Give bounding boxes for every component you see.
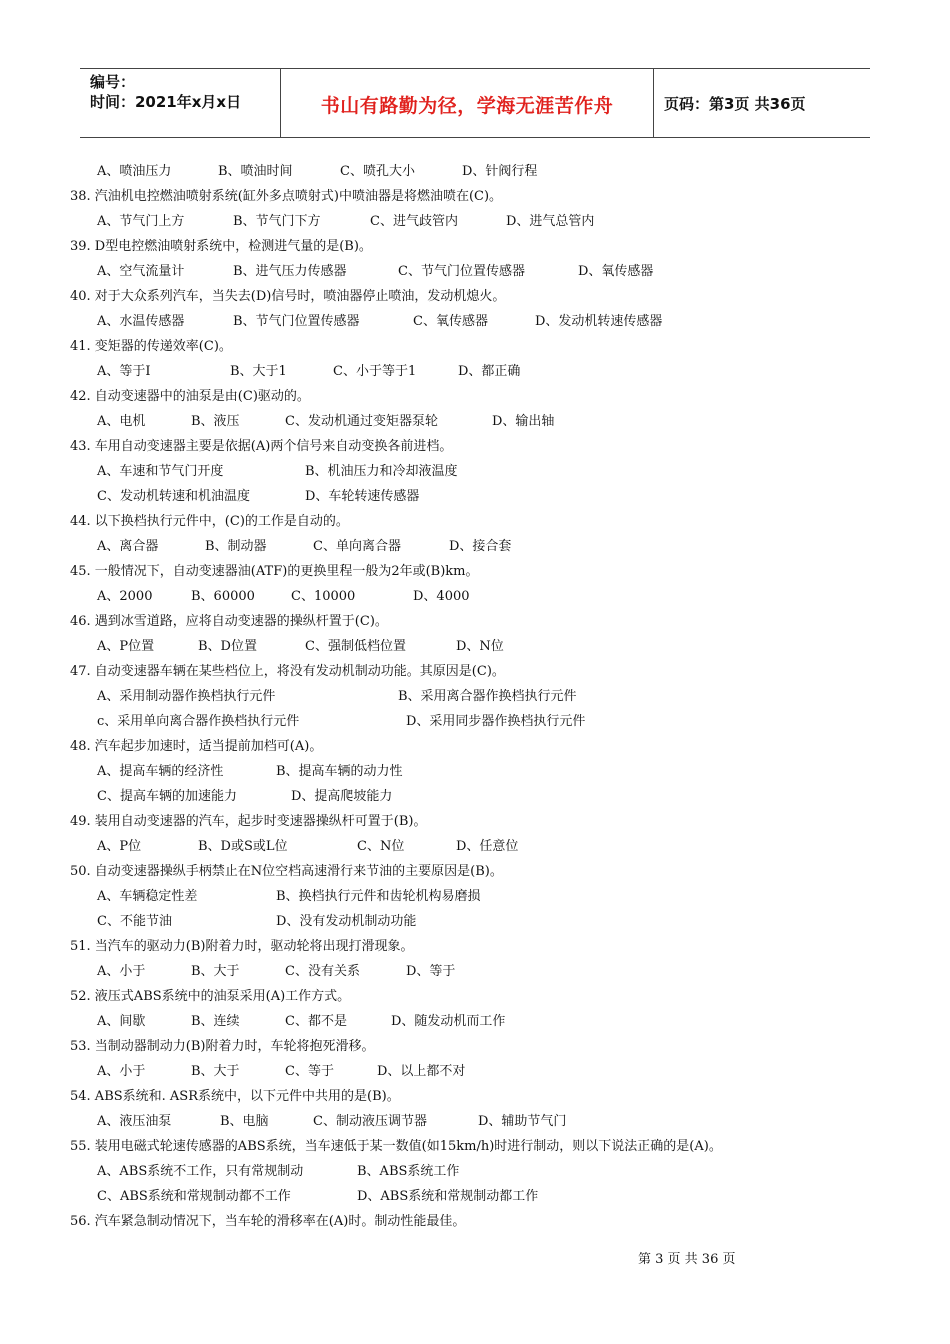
question-text: 49. 装用自动变速器的汽车，起步时变速器操纵杆可置于(B)。	[70, 814, 427, 829]
question-text: 52. 液压式ABS系统中的油泵采用(A)工作方式。	[70, 989, 351, 1004]
answer-option: A、采用制动器作换档执行元件	[97, 689, 276, 704]
answer-option: C、ABS系统和常规制动都不工作	[97, 1189, 291, 1204]
answer-option: C、小于等于1	[333, 364, 417, 379]
question-text: 44. 以下换档执行元件中，(C)的工作是自动的。	[70, 514, 349, 529]
answer-option: A、ABS系统不工作，只有常规制动	[97, 1164, 304, 1179]
question-text: 42. 自动变速器中的油泵是由(C)驱动的。	[70, 389, 310, 404]
answer-option: B、大于	[191, 1064, 240, 1079]
answer-option: B、D位置	[198, 639, 257, 654]
header-motto: 书山有路勤为径，学海无涯苦作舟	[320, 95, 614, 117]
answer-option: C、发动机通过变矩器泵轮	[285, 414, 438, 429]
answer-option: A、液压油泵	[97, 1114, 172, 1129]
answer-option: C、10000	[291, 589, 356, 604]
answer-option: D、随发动机而工作	[391, 1014, 506, 1029]
answer-option: B、节气门下方	[233, 214, 321, 229]
answer-option: C、都不是	[285, 1014, 347, 1029]
answer-option: C、没有关系	[285, 964, 360, 979]
answer-option: B、机油压力和冷却液温度	[305, 464, 458, 479]
answer-option: D、都正确	[458, 364, 521, 379]
answer-option: D、发动机转速传感器	[535, 314, 663, 329]
answer-option: A、空气流量计	[97, 264, 185, 279]
question-text: 54. ABS系统和. ASR系统中，以下元件中共用的是(B)。	[70, 1089, 400, 1104]
answer-option: c、采用单向离合器作换档执行元件	[97, 714, 300, 729]
question-text: 55. 装用电磁式轮速传感器的ABS系统，当车速低于某一数值(如15km/h)时进行制动，则以下说法正确的是(A)。	[70, 1139, 722, 1154]
answer-option: C、发动机转速和机油温度	[97, 489, 250, 504]
answer-option: D、N位	[456, 639, 504, 654]
answer-option: C、单向离合器	[313, 539, 401, 554]
answer-option: D、针阀行程	[462, 164, 538, 179]
answer-option: C、等于	[285, 1064, 334, 1079]
answer-option: B、换档执行元件和齿轮机构易磨损	[276, 889, 481, 904]
answer-option: C、不能节油	[97, 914, 172, 929]
answer-option: A、P位置	[97, 639, 155, 654]
answer-option: A、提高车辆的经济性	[97, 764, 224, 779]
answer-option: A、车速和节气门开度	[97, 464, 224, 479]
answer-option: D、等于	[406, 964, 456, 979]
question-text: 48. 汽车起步加速时，适当提前加档可(A)。	[70, 739, 323, 754]
answer-option: A、小于	[97, 964, 146, 979]
question-text: 47. 自动变速器车辆在某些档位上，将没有发动机制动功能。其原因是(C)。	[70, 664, 505, 679]
question-text: 40. 对于大众系列汽车，当失去(D)信号时，喷油器停止喷油，发动机熄火。	[70, 289, 506, 304]
answer-option: B、提高车辆的动力性	[276, 764, 403, 779]
answer-option: A、电机	[97, 414, 146, 429]
answer-option: A、P位	[97, 839, 142, 854]
answer-option: A、喷油压力	[97, 164, 172, 179]
answer-option: B、电脑	[220, 1114, 269, 1129]
header-info-cell	[80, 69, 280, 137]
answer-option: D、没有发动机制动功能	[276, 914, 417, 929]
page-header	[80, 68, 870, 138]
answer-option: D、接合套	[449, 539, 512, 554]
answer-option: D、4000	[413, 589, 470, 604]
question-text: 45. 一般情况下，自动变速器油(ATF)的更换里程一般为2年或(B)km。	[70, 564, 479, 579]
header-page-code: 页码：第3页 共36页	[664, 95, 806, 113]
doc-time-label: 时间：2021年x月x日	[90, 93, 242, 111]
header-page-cell	[654, 69, 870, 137]
answer-option: C、制动液压调节器	[313, 1114, 427, 1129]
answer-option: A、2000	[97, 589, 153, 604]
answer-option: A、水温传感器	[97, 314, 185, 329]
answer-option: B、节气门位置传感器	[233, 314, 360, 329]
answer-option: C、强制低档位置	[305, 639, 406, 654]
answer-option: B、D或S或L位	[198, 839, 288, 854]
answer-option: D、氧传感器	[578, 264, 654, 279]
question-text: 51. 当汽车的驱动力(B)附着力时，驱动轮将出现打滑现象。	[70, 939, 414, 954]
question-text: 56. 汽车紧急制动情况下，当车轮的滑移率在(A)时。制动性能最佳。	[70, 1214, 466, 1229]
answer-option: D、辅助节气门	[478, 1114, 567, 1129]
question-text: 50. 自动变速器操纵手柄禁止在N位空档高速滑行来节油的主要原因是(B)。	[70, 864, 503, 879]
answer-option: A、离合器	[97, 539, 159, 554]
answer-option: B、大于1	[230, 364, 287, 379]
question-text: 46. 遇到冰雪道路，应将自动变速器的操纵杆置于(C)。	[70, 614, 388, 629]
question-text: 39. D型电控燃油喷射系统中，检测进气量的是(B)。	[70, 239, 372, 254]
question-text: 53. 当制动器制动力(B)附着力时，车轮将抱死滑移。	[70, 1039, 375, 1054]
answer-option: D、进气总管内	[506, 214, 595, 229]
answer-option: B、液压	[191, 414, 240, 429]
answer-option: C、进气歧管内	[370, 214, 458, 229]
answer-option: A、间歇	[97, 1014, 146, 1029]
answer-option: A、小于	[97, 1064, 146, 1079]
answer-option: D、输出轴	[492, 414, 555, 429]
answer-option: D、车轮转速传感器	[305, 489, 420, 504]
page-footer: 第 3 页 共 36 页	[638, 1252, 736, 1267]
answer-option: A、车辆稳定性差	[97, 889, 198, 904]
answer-option: D、采用同步器作换档执行元件	[406, 714, 586, 729]
answer-option: C、提高车辆的加速能力	[97, 789, 237, 804]
answer-option: D、任意位	[456, 839, 519, 854]
question-text: 41. 变矩器的传递效率(C)。	[70, 339, 232, 354]
answer-option: A、节气门上方	[97, 214, 185, 229]
answer-option: B、ABS系统工作	[357, 1164, 460, 1179]
answer-option: C、氧传感器	[413, 314, 488, 329]
answer-option: C、N位	[357, 839, 405, 854]
answer-option: B、进气压力传感器	[233, 264, 347, 279]
doc-number-label: 编号：	[90, 73, 136, 91]
answer-option: D、提高爬坡能力	[291, 789, 393, 804]
answer-option: B、喷油时间	[218, 164, 293, 179]
answer-option: B、连续	[191, 1014, 240, 1029]
answer-option: B、制动器	[205, 539, 267, 554]
answer-option: C、喷孔大小	[340, 164, 415, 179]
answer-option: D、以上都不对	[377, 1064, 466, 1079]
answer-option: B、采用离合器作换档执行元件	[398, 689, 577, 704]
answer-option: D、ABS系统和常规制动都工作	[357, 1189, 539, 1204]
header-motto-cell	[280, 69, 654, 137]
answer-option: A、等于Ⅰ	[97, 364, 151, 379]
answer-option: C、节气门位置传感器	[398, 264, 525, 279]
answer-option: B、60000	[191, 589, 255, 604]
question-text: 43. 车用自动变速器主要是依据(A)两个信号来自动变换各前进档。	[70, 439, 453, 454]
question-text: 38. 汽油机电控燃油喷射系统(缸外多点喷射式)中喷油器是将燃油喷在(C)。	[70, 189, 503, 204]
answer-option: B、大于	[191, 964, 240, 979]
